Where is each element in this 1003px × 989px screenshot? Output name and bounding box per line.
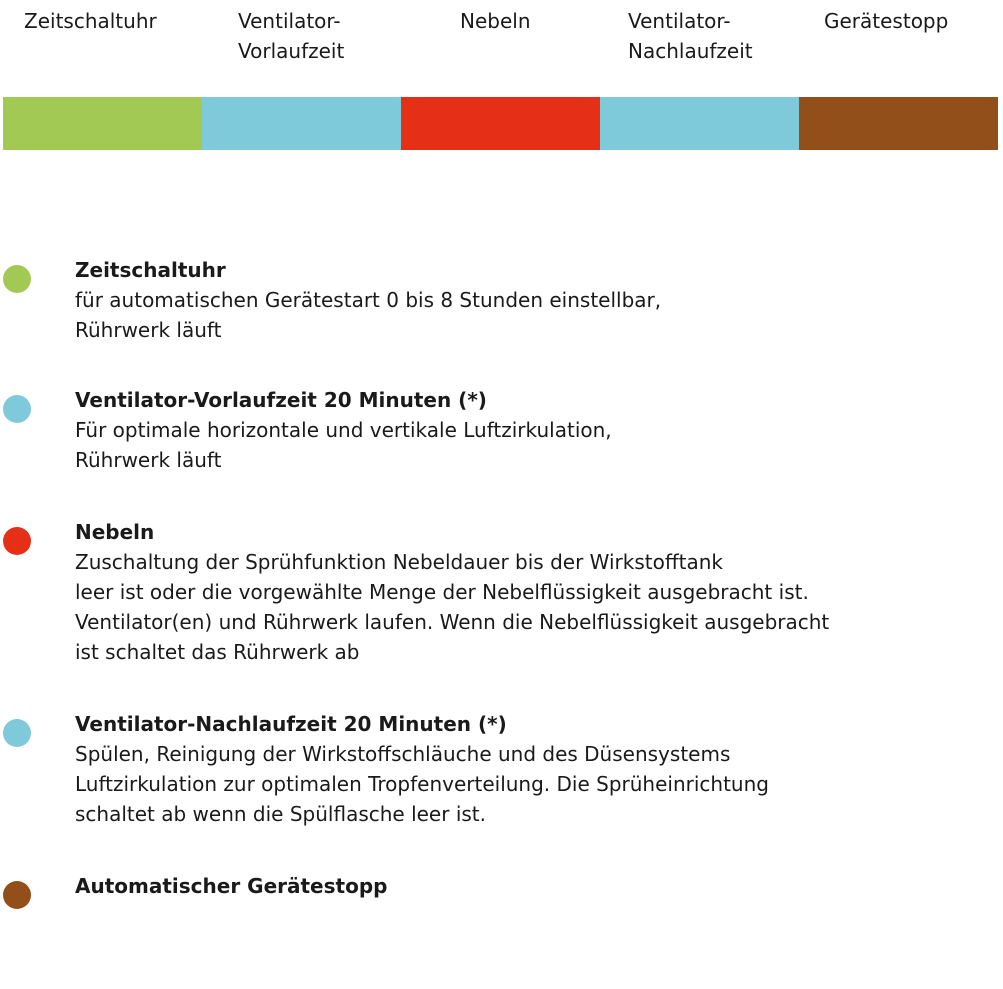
phase-label-line: Ventilator- [628,9,731,33]
legend-description-line: Zuschaltung der Sprühfunktion Nebeldauer bis der Wirkstofftank [75,550,723,574]
color-dot-icon [3,527,31,555]
legend-title: Nebeln [75,520,155,544]
phase-label-line: Ventilator- [238,9,341,33]
phase-label-line: Vorlaufzeit [238,39,345,63]
legend-description-line: Spülen, Reinigung der Wirkstoffschläuche und des Düsensystems [75,742,731,766]
color-dot-icon [3,265,31,293]
phase-label-line: Nachlaufzeit [628,39,753,63]
timeline-segment-geraetestopp [799,97,998,150]
phase-label-geraetestopp [824,6,948,36]
legend-text [75,255,995,345]
legend-title: Ventilator-Vorlaufzeit 20 Minuten (*) [75,388,487,412]
legend-description-line: Ventilator(en) und Rührwerk laufen. Wenn die Nebelflüssigkeit ausgebracht [75,610,830,634]
legend-description-line: Luftzirkulation zur optimalen Tropfenverteilung. Die Sprüheinrichtung [75,772,769,796]
legend-description-line: leer ist oder die vorgewählte Menge der Nebelflüssigkeit ausgebracht ist. [75,580,809,604]
timeline-bar [3,97,998,150]
legend-text [75,871,995,901]
legend-description-line: ist schaltet das Rührwerk ab [75,640,360,664]
phase-label-zeitschaltuhr [24,6,157,36]
legend-text [75,385,995,475]
legend-description-line: Rührwerk läuft [75,448,222,472]
timeline-segment-nebeln [401,97,600,150]
legend-title: Zeitschaltuhr [75,258,226,282]
color-dot-icon [3,881,31,909]
legend-text [75,709,995,829]
legend-description-line: schaltet ab wenn die Spülflasche leer ist. [75,802,486,826]
phase-labels [0,6,1003,76]
legend-title: Ventilator-Nachlaufzeit 20 Minuten (*) [75,712,507,736]
timeline-segment-ventilator-vorlaufzeit [202,97,401,150]
legend-description-line: Für optimale horizontale und vertikale Luftzirkulation, [75,418,612,442]
legend-description-line: für automatischen Gerätestart 0 bis 8 Stunden einstellbar, [75,288,662,312]
phase-label-nebeln [460,6,531,36]
phase-label-line: Nebeln [460,9,531,33]
phase-label-ventilator-vorlaufzeit [238,6,344,66]
timeline-segment-ventilator-nachlaufzeit [600,97,799,150]
legend-description-line: Rührwerk läuft [75,318,222,342]
color-dot-icon [3,719,31,747]
legend-text [75,517,995,667]
legend-title: Automatischer Gerätestopp [75,874,388,898]
phase-label-line: Zeitschaltuhr [24,9,157,33]
phase-label-line: Gerätestopp [824,9,949,33]
color-dot-icon [3,395,31,423]
timeline-segment-zeitschaltuhr [3,97,202,150]
phase-label-ventilator-nachlaufzeit [628,6,753,66]
